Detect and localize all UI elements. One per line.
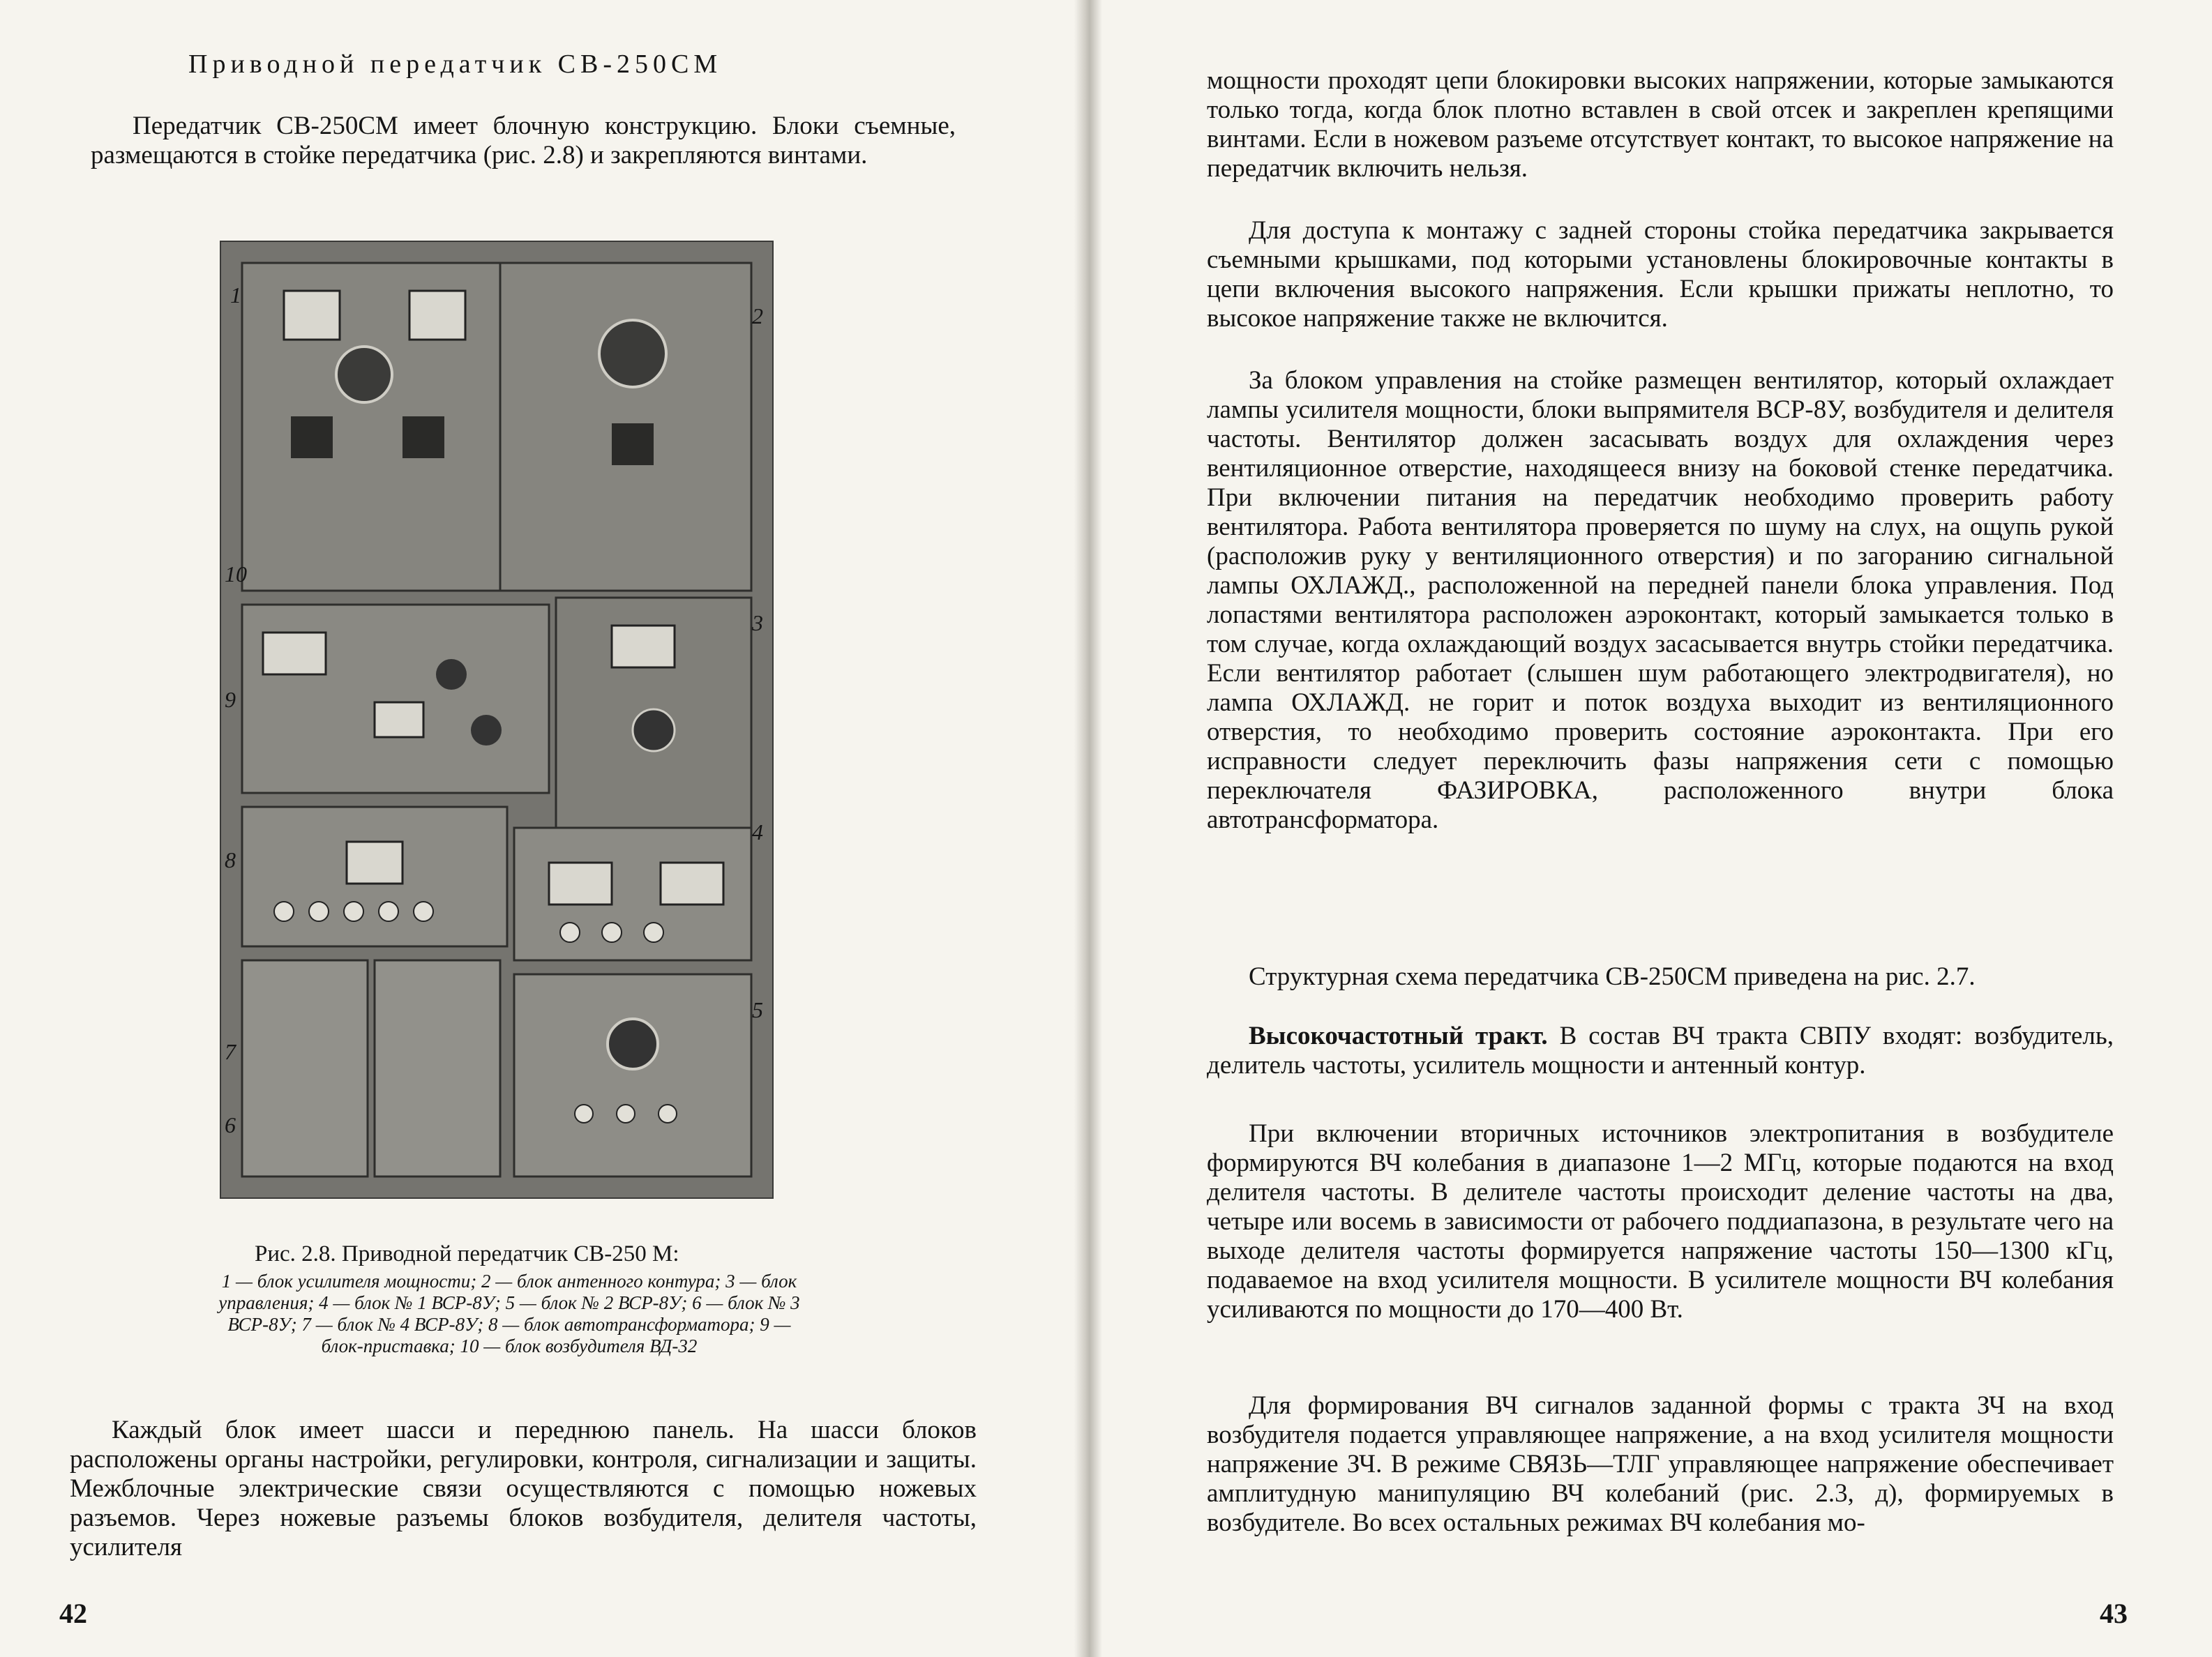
figure-caption-title: Рис. 2.8. Приводной передатчик СВ-250 М: — [255, 1241, 679, 1266]
paragraph-5 — [1207, 1022, 2114, 1080]
photo-label-8: 8 — [225, 847, 236, 872]
transmitter-rack-illustration — [221, 242, 772, 1197]
page-number-left: 42 — [59, 1598, 87, 1629]
body-paragraph: Каждый блок имеет шасси и переднюю панель. На шасси блоков расположены органы настройки, регулировки, контроля, сигнализации и защиты. Межблочные электрические связи осуществляются с помощью ножевых разъемов. Через ножевые разъемы блоков возбудителя, делителя частоты, усилителя — [70, 1416, 977, 1561]
paragraph-4: Структурная схема передатчика СВ-250СМ приведена на рис. 2.7. — [1249, 962, 1976, 991]
page-number-right: 43 — [2100, 1598, 2128, 1629]
transmitter-photo — [220, 241, 774, 1199]
photo-label-10: 10 — [225, 561, 247, 587]
paragraph-2: Для доступа к монтажу с задней стороны стойка передатчика закрывается съемными крышками, под которыми установлены блокировочные контакты в цепи включения высокого напряжения. Если крышки прижаты неплотно, то высокое напряжение также не включится. — [1207, 216, 2114, 333]
paragraph-7: Для формирования ВЧ сигналов заданной формы с тракта ЗЧ на вход возбудителя подается управляющее напряжение, а на вход усилителя мощности напряжение ЗЧ. В режиме СВЯЗЬ—ТЛГ управляющее напряжение обеспечивает амплитудную манипуляцию ВЧ колебаний (рис. 2.3, д), формируемых в возбудителе. Во всех остальных режимах ВЧ колебания мо- — [1207, 1391, 2114, 1537]
right-page — [1102, 0, 2212, 1657]
paragraph-6: При включении вторичных источников электропитания в возбудителе формируются ВЧ колебания в диапазоне 1—2 МГц, которые подаются на вход делителя частоты. В делителе частоты происходит деление частоты на два, четыре или восемь в зависимости от рабочего поддиапазона, в результате чего на выходе делителя частоты формируется напряжение частоты 150—1300 кГц, подаваемое на вход усилителя мощности. В усилителе мощности ВЧ колебания усиливаются по мощности до 170—400 Вт. — [1207, 1119, 2114, 1324]
intro-paragraph: Передатчик СВ-250СМ имеет блочную конструкцию. Блоки съемные, размещаются в стойке передатчика (рис. 2.8) и закрепляются винтами. — [91, 112, 956, 169]
book-gutter — [1074, 0, 1102, 1657]
photo-label-7: 7 — [225, 1039, 236, 1064]
photo-label-6: 6 — [225, 1112, 236, 1137]
photo-label-4: 4 — [752, 819, 763, 845]
figure-caption-legend: 1 — блок усилителя мощности; 2 — блок антенного контура; 3 — блок управления; 4 — блок № 1 ВСР-8У; 5 — блок № 2 ВСР-8У; 6 — блок № 3 ВСР-8У; 7 — блок № 4 ВСР-8У; 8 — блок автотрансформатора; 9 — блок-приставка; 10 — блок возбудителя ВД-32 — [218, 1271, 800, 1356]
paragraph-3: За блоком управления на стойке размещен вентилятор, который охлаждает лампы усилителя мощности, блоки выпрямителя ВСР-8У, возбудителя и делителя частоты. Вентилятор должен засасывать воздух для охлаждения через вентиляционное отверстие, находящееся внизу на боковой стенке передатчика. При включении питания на передатчик необходимо проверить работу вентилятора. Работа вентилятора проверяется по шуму на слух, на ощупь рукой (расположив руку у вентиляционного отверстия) и по загоранию сигнальной лампы ОХЛАЖД., расположенной на передней панели блока управления. Под лопастями вентилятора расположен аэроконтакт, который замыкается только в том случае, когда охлаждающий воздух засасывается внутрь стойки передатчика. Если вентилятор работает (слышен шум работающего электродвигателя), но лампа ОХЛАЖД. не горит и поток воздуха выходит из вентиляционного отверстия, то необходимо проверить состояние аэроконтакта. При его исправности следует переключить фазы напряжения сети с помощью переключателя ФАЗИРОВКА, расположенного внутри блока автотрансформатора. — [1207, 366, 2114, 834]
photo-label-3: 3 — [752, 610, 763, 635]
photo-label-1: 1 — [230, 282, 241, 308]
section-title-hf-path: Высокочастотный тракт. — [1249, 1022, 1548, 1050]
photo-label-9: 9 — [225, 687, 236, 712]
paragraph-5-text: В состав ВЧ тракта СВПУ входят: возбудитель, делитель частоты, усилитель мощности и антенный контур. — [1207, 1022, 2114, 1080]
photo-label-5: 5 — [752, 997, 763, 1022]
section-heading: Приводной передатчик СВ-250СМ — [188, 50, 723, 79]
photo-label-2: 2 — [752, 303, 763, 328]
left-page — [0, 0, 1074, 1657]
paragraph-1: мощности проходят цепи блокировки высоких напряжении, которые замыкаются только тогда, когда блок плотно вставлен в свой отсек и закреплен крепящими винтами. Если в ножевом разъеме отсутствует контакт, то высокое напряжение на передатчик включить нельзя. — [1207, 66, 2114, 183]
